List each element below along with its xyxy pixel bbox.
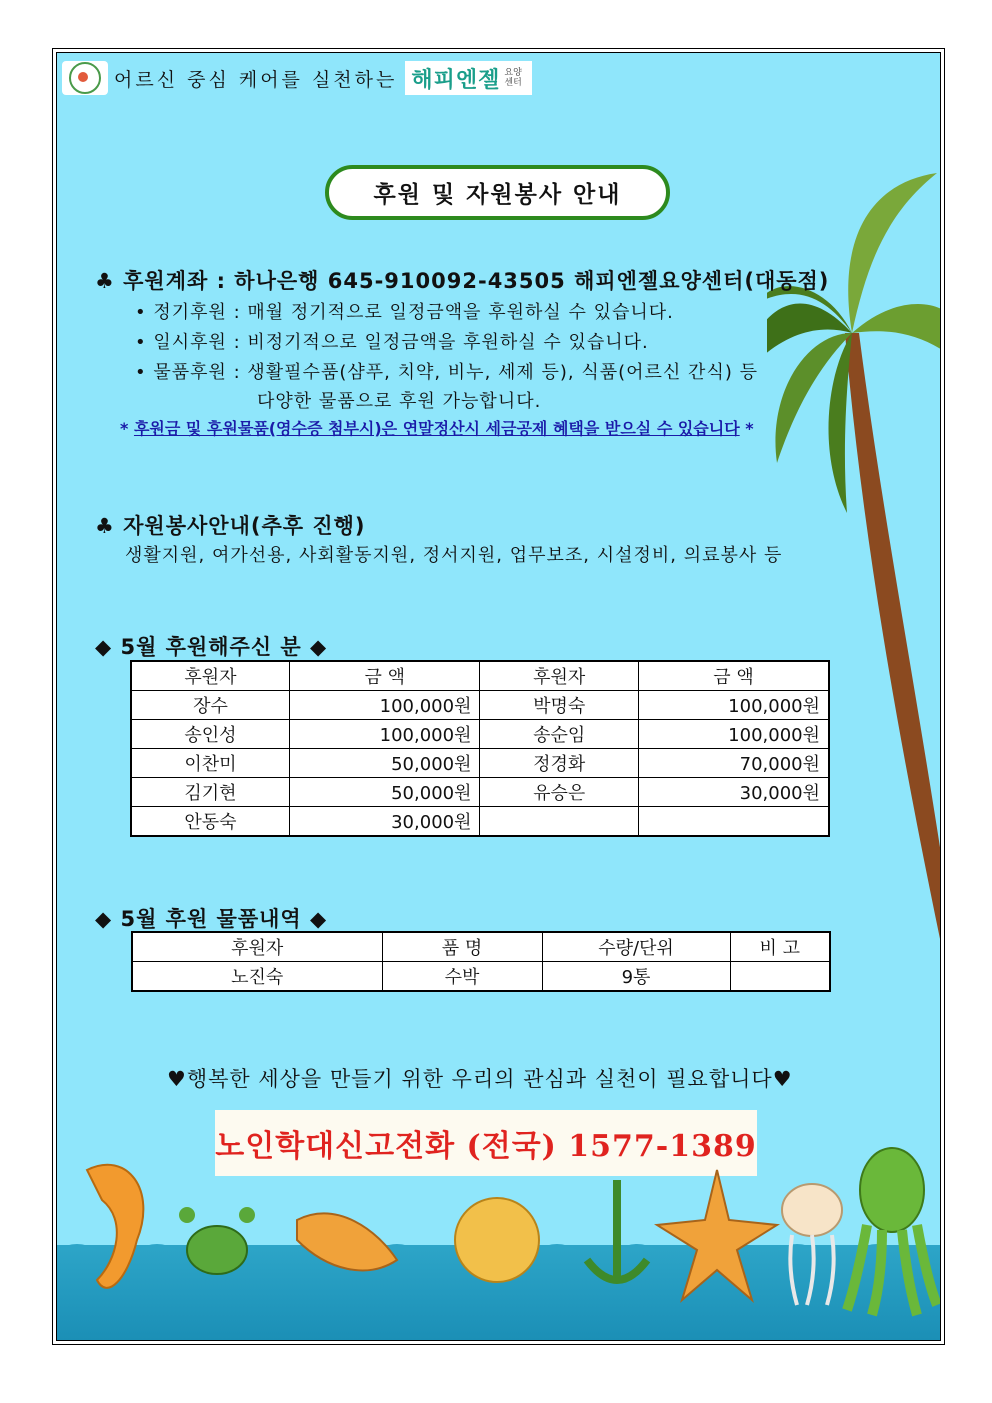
donation-item-regular: • 정기후원 : 매월 정기적으로 일정금액을 후원하실 수 있습니다. <box>135 302 674 323</box>
donor-name: 장수 <box>131 691 289 720</box>
sea-creatures-icon <box>57 1130 941 1320</box>
slogan: ♥행복한 세상을 만들기 위한 우리의 관심과 실천이 필요합니다♥ <box>167 1067 793 1091</box>
club-icon: ♣ <box>95 269 115 293</box>
donor-amount: 30,000원 <box>638 778 829 807</box>
header-cell: 후원자 <box>131 661 289 691</box>
table-row <box>131 691 829 720</box>
center-logo-icon <box>62 61 108 95</box>
donor-name: 송순임 <box>480 720 638 749</box>
goods-heading: ◆ 5월 후원 물품내역 ◆ <box>95 907 328 931</box>
donation-account: 후원계좌 : 하나은행 645-910092-43505 해피엔젤요양센터(대동점) <box>123 269 830 293</box>
donor-name: 박명숙 <box>480 691 638 720</box>
donor-name: 김기현 <box>131 778 289 807</box>
header-cell: 후원자 <box>132 932 382 962</box>
donor-amount: 100,000원 <box>638 691 829 720</box>
table-row <box>131 749 829 778</box>
donor-amount: 50,000원 <box>289 749 480 778</box>
donor-amount: 70,000원 <box>638 749 829 778</box>
donor-name: 유승은 <box>480 778 638 807</box>
header-cell: 금 액 <box>289 661 480 691</box>
header-cell: 비 고 <box>730 932 830 962</box>
page-frame <box>52 48 945 1345</box>
donor-amount: 100,000원 <box>638 720 829 749</box>
table-header-row <box>131 661 829 691</box>
donor-amount <box>638 807 829 837</box>
volunteer-heading <box>95 510 366 540</box>
header-cell: 후원자 <box>480 661 638 691</box>
table-header-row <box>132 932 830 962</box>
table-row <box>132 962 830 992</box>
hotline-banner: 노인학대신고전화 (전국) 1577-1389 <box>215 1110 757 1176</box>
donation-item-onetime: • 일시후원 : 비정기적으로 일정금액을 후원하실 수 있습니다. <box>135 332 649 353</box>
header <box>62 61 532 95</box>
donor-amount: 100,000원 <box>289 720 480 749</box>
tax-note <box>120 416 754 439</box>
volunteer-title: 자원봉사안내(추후 진행) <box>123 514 366 538</box>
donor-amount: 50,000원 <box>289 778 480 807</box>
donor-name <box>480 807 638 837</box>
header-tagline: 어르신 중심 케어를 실천하는 <box>114 68 398 91</box>
goods-item: 수박 <box>382 962 542 992</box>
note-text: 후원금 및 후원물품(영수증 첨부시)은 연말정산시 세금공제 혜택을 받으실 수 있습니다 <box>133 419 740 438</box>
brand-name: 해피엔젤 <box>411 67 501 93</box>
donation-heading <box>95 265 829 295</box>
poster <box>56 52 941 1341</box>
note-prefix: * <box>120 419 129 438</box>
goods-table <box>131 931 831 992</box>
donor-name: 이찬미 <box>131 749 289 778</box>
page-title: 후원 및 자원봉사 안내 <box>325 165 670 220</box>
table-row <box>131 807 829 837</box>
table-row <box>131 778 829 807</box>
donor-amount: 30,000원 <box>289 807 480 837</box>
goods-remark <box>730 962 830 992</box>
table-row <box>131 720 829 749</box>
donors-heading: ◆ 5월 후원해주신 분 ◆ <box>95 635 328 659</box>
header-cell: 품 명 <box>382 932 542 962</box>
donor-name: 정경화 <box>480 749 638 778</box>
goods-donor: 노진숙 <box>132 962 382 992</box>
goods-quantity: 9통 <box>542 962 730 992</box>
donor-amount: 100,000원 <box>289 691 480 720</box>
club-icon: ♣ <box>95 514 115 538</box>
volunteer-text: 생활지원, 여가선용, 사회활동지원, 정서지원, 업무보조, 시설정비, 의료봉사 등 <box>125 545 783 566</box>
note-suffix: * <box>745 419 754 438</box>
donation-item-goods-cont: 다양한 물품으로 후원 가능합니다. <box>257 391 542 412</box>
donor-name: 안동숙 <box>131 807 289 837</box>
header-cell: 금 액 <box>638 661 829 691</box>
header-cell: 수량/단위 <box>542 932 730 962</box>
donation-item-goods: • 물품후원 : 생활필수품(샴푸, 치약, 비누, 세제 등), 식품(어르신 간식) 등 <box>135 362 758 383</box>
brand-logo <box>405 61 532 95</box>
brand-sub: 요양센터 <box>504 68 522 88</box>
palm-tree-icon <box>767 133 941 963</box>
donor-name: 송인성 <box>131 720 289 749</box>
donors-table <box>130 660 830 837</box>
